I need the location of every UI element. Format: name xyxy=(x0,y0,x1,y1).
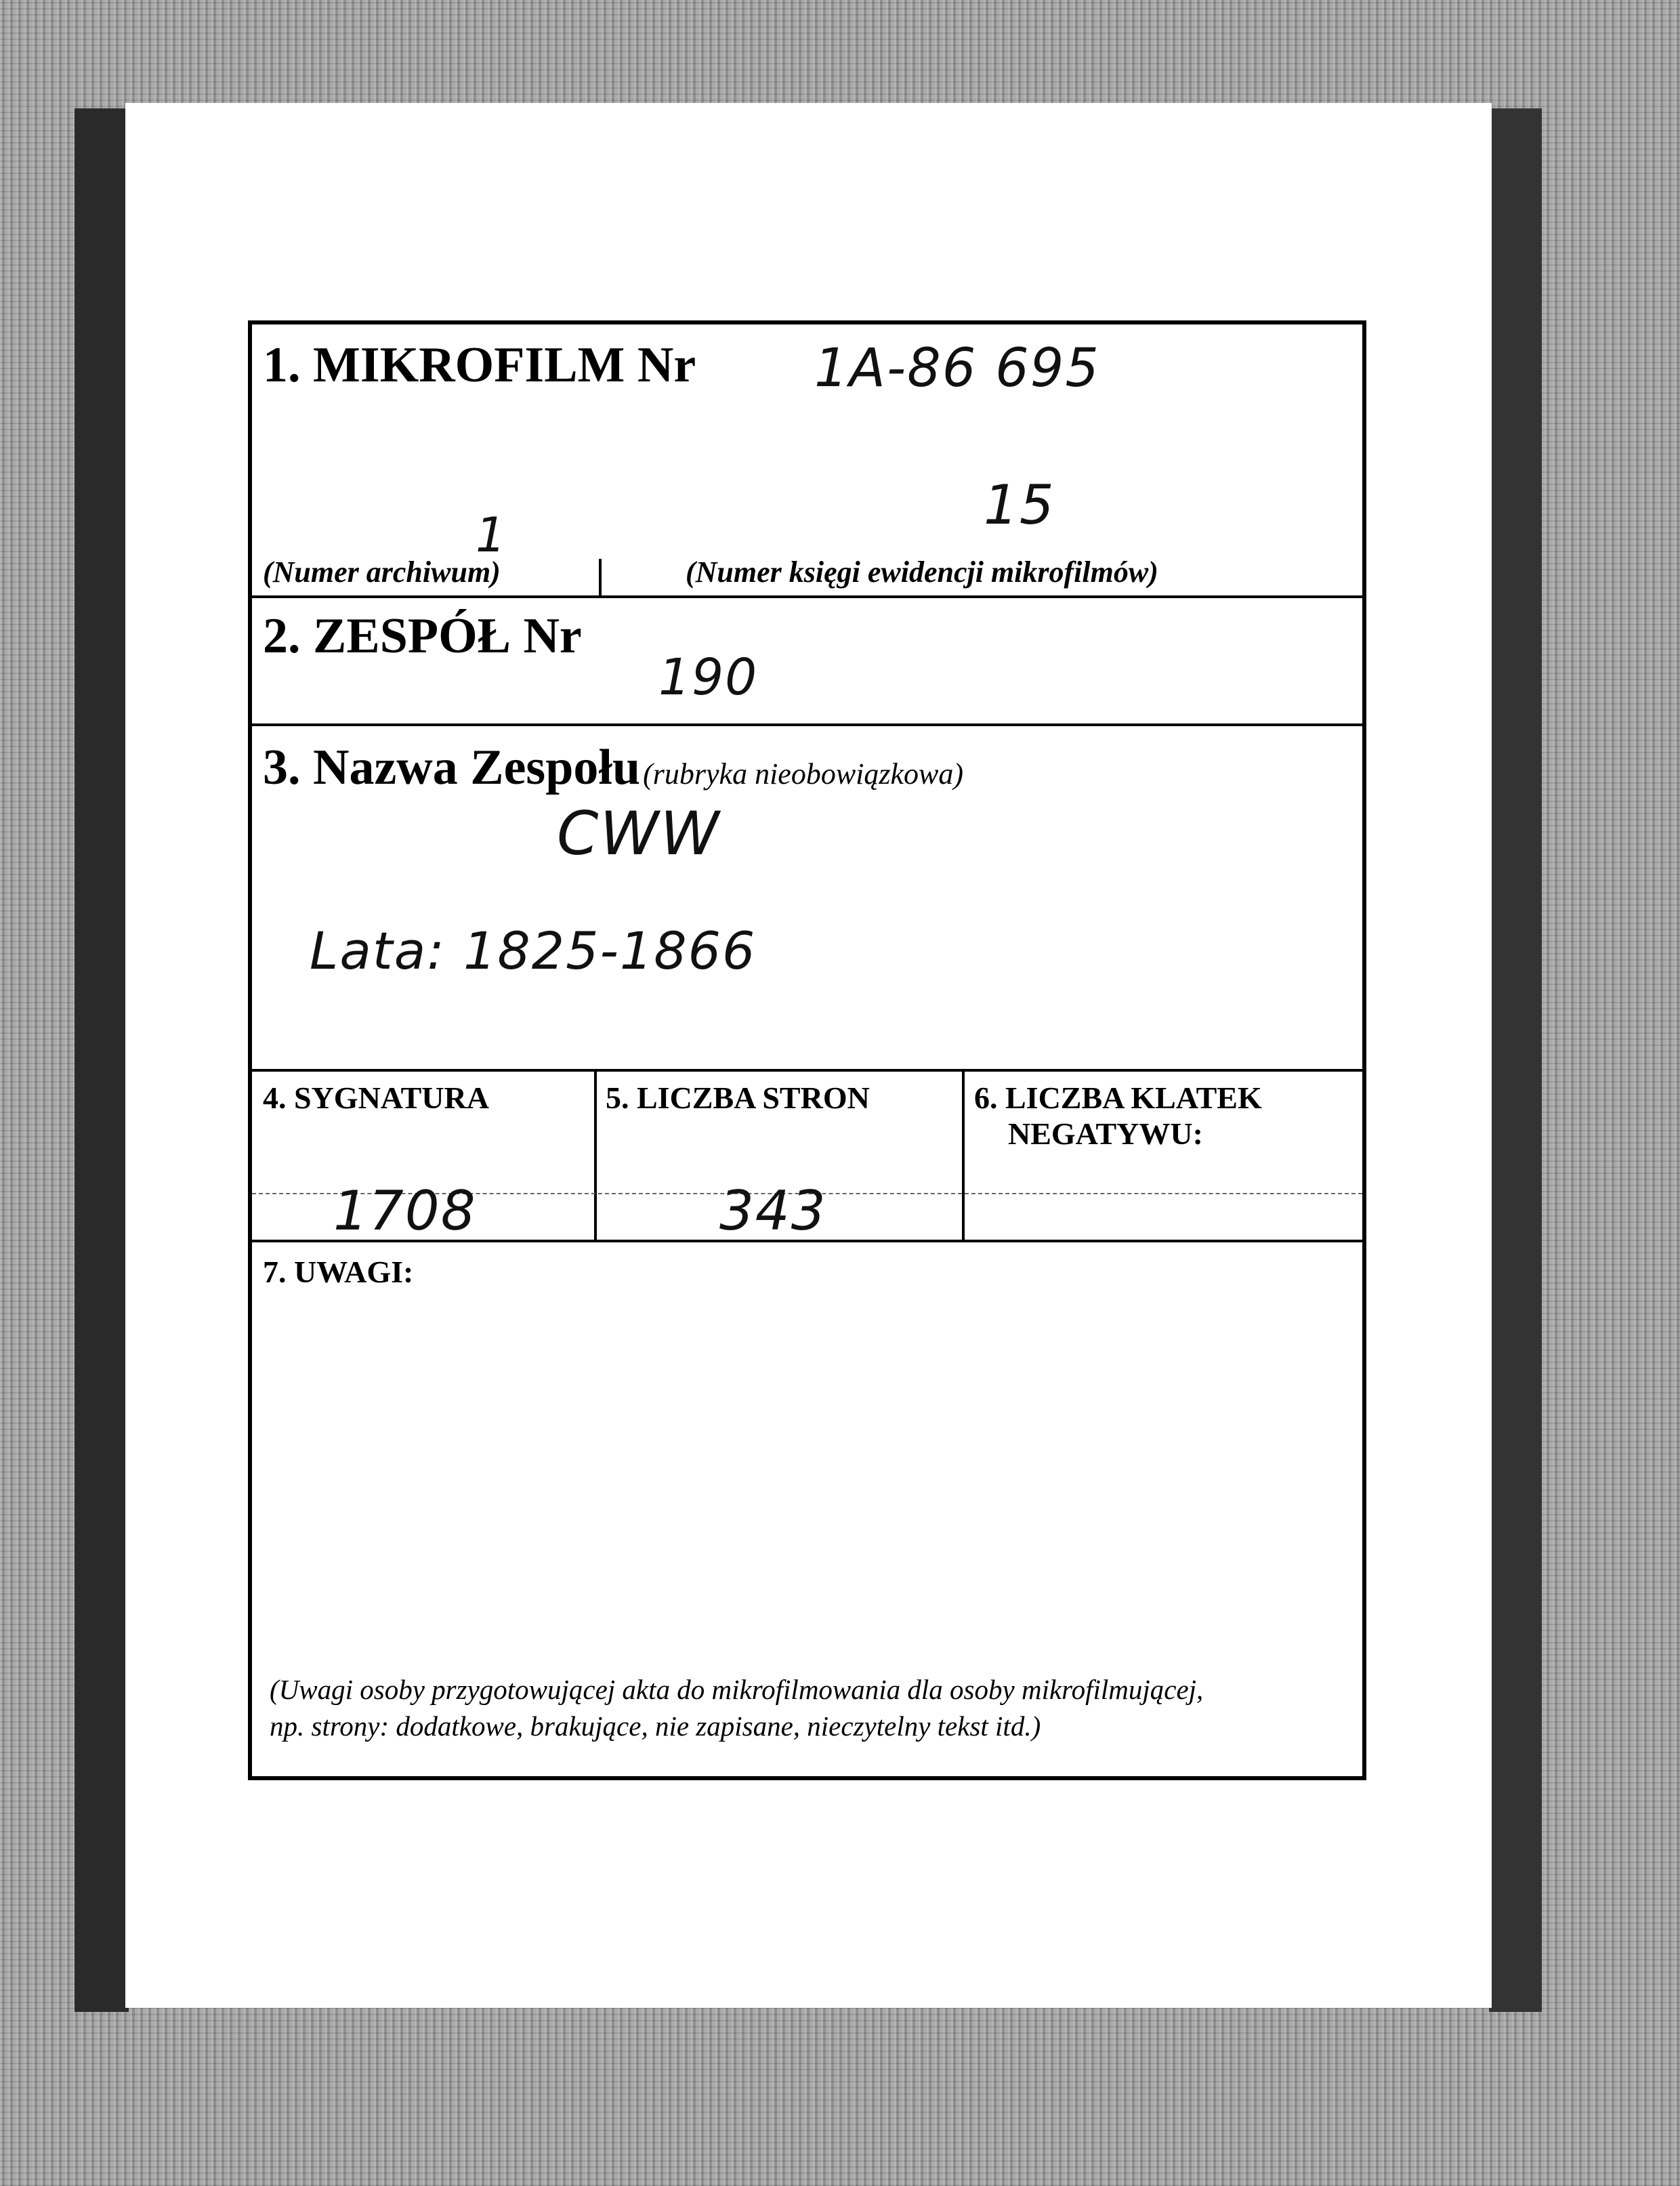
divider xyxy=(252,1240,1362,1242)
frame-count-label-line2: NEGATYWU: xyxy=(1008,1116,1203,1151)
remarks-footnote-line1: (Uwagi osoby przygotowującej akta do mikrofilmowania dla osoby mikrofilmującej, xyxy=(270,1674,1204,1705)
register-number-value: 15 xyxy=(984,474,1055,537)
archive-number-label: (Numer archiwum) xyxy=(263,555,501,589)
register-number-label: (Numer księgi ewidencji mikrofilmów) xyxy=(686,555,1158,589)
page-count-label: 5. LICZBA STRON xyxy=(606,1080,870,1115)
fonds-name-note: (rubryka nieobowiązkowa) xyxy=(643,757,964,791)
fonds-name-value: CWW xyxy=(557,799,721,868)
frame-count-label: 6. LICZBA KLATEK xyxy=(974,1080,1262,1115)
divider xyxy=(962,1069,965,1240)
remarks-label: 7. UWAGI: xyxy=(263,1255,414,1289)
divider xyxy=(252,595,1362,598)
remarks-footnote-line2: np. strony: dodatkowe, brakujące, nie zapisane, nieczytelny tekst itd.) xyxy=(270,1710,1041,1742)
divider xyxy=(594,1069,597,1240)
archive-number-value: 1 xyxy=(476,507,507,563)
fonds-number-label: 2. ZESPÓŁ Nr xyxy=(263,608,582,664)
signature-label: 4. SYGNATURA xyxy=(263,1080,489,1115)
scan-shadow-left xyxy=(75,108,129,2012)
page-count-value: 343 xyxy=(719,1179,827,1242)
microfilm-number-label: 1. MIKROFILM Nr xyxy=(263,337,696,393)
divider xyxy=(252,1069,1362,1072)
fonds-name-heading xyxy=(263,739,963,797)
divider xyxy=(599,559,602,597)
microfilm-number-value: 1A-86 695 xyxy=(814,338,1101,399)
fonds-name-label: 3. Nazwa Zespołu xyxy=(263,740,641,795)
scan-shadow-right xyxy=(1489,108,1542,2012)
years-value: Lata: 1825-1866 xyxy=(310,921,757,981)
divider xyxy=(252,723,1362,726)
microfilm-form xyxy=(248,320,1366,1780)
fonds-number-value: 190 xyxy=(658,648,759,707)
signature-value: 1708 xyxy=(333,1179,477,1242)
